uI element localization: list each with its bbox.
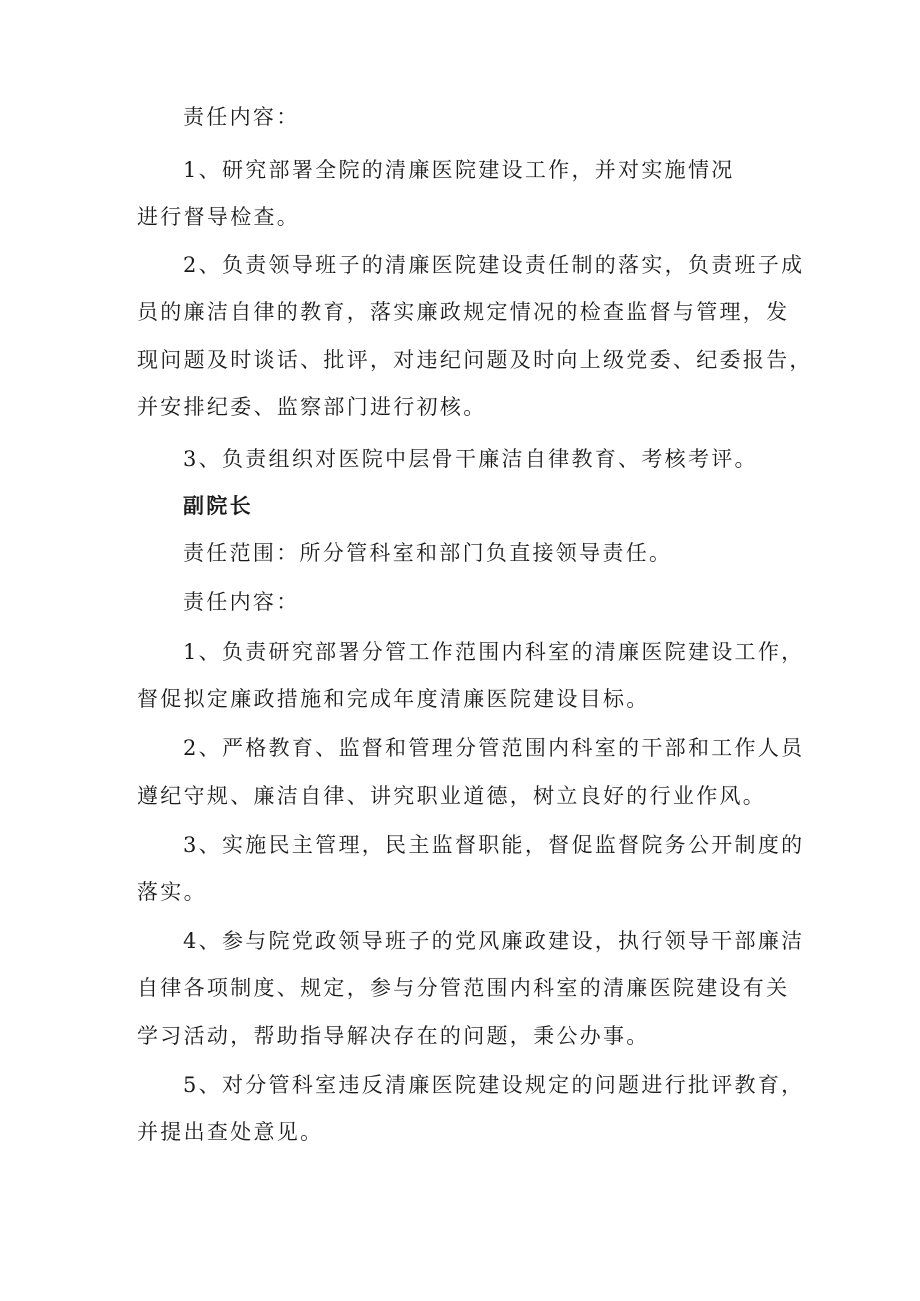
text-line: 遵纪守规、廉洁自律、讲究职业道德，树立良好的行业作风。 [137,784,767,808]
section-heading: 副院长 [183,493,253,518]
text-line: 现问题及时谈话、批评，对违纪问题及时向上级党委、纪委报告， [137,348,813,372]
text-line: 员的廉洁自律的教育，落实廉政规定情况的检查监督与管理，发 [137,300,790,324]
text-line: 进行督导检查。 [137,205,301,229]
text-line: 5、对分管科室违反清廉医院建设规定的问题进行批评教育， [183,1073,805,1097]
text-line: 并安排纪委、监察部门进行初核。 [137,395,487,419]
text-line: 3、负责组织对医院中层骨干廉洁自律教育、考核考评。 [183,447,758,471]
text-line: 2、负责领导班子的清廉医院建设责任制的落实，负责班子成 [183,253,805,277]
text-line: 学习活动，帮助指导解决存在的问题，秉公办事。 [137,1024,650,1048]
text-line: 1、研究部署全院的清廉医院建设工作，并对实施情况 [183,158,735,182]
text-line: 落实。 [137,880,207,904]
text-line: 并提出查处意见。 [137,1120,324,1144]
text-line: 责任内容： [183,590,300,614]
text-line: 1、负责研究部署分管工作范围内科室的清廉医院建设工作， [183,640,805,664]
text-line: 责任范围：所分管科室和部门负直接领导责任。 [183,541,673,565]
text-line: 自律各项制度、规定，参与分管范围内科室的清廉医院建设有关 [137,976,790,1000]
text-line: 4、参与院党政领导班子的党风廉政建设，执行领导干部廉洁 [183,929,805,953]
text-line: 责任内容： [183,105,300,129]
text-line: 2、严格教育、监督和管理分管范围内科室的干部和工作人员 [183,736,805,760]
text-line: 督促拟定廉政措施和完成年度清廉医院建设目标。 [137,687,650,711]
text-line: 3、实施民主管理，民主监督职能，督促监督院务公开制度的 [183,833,805,857]
